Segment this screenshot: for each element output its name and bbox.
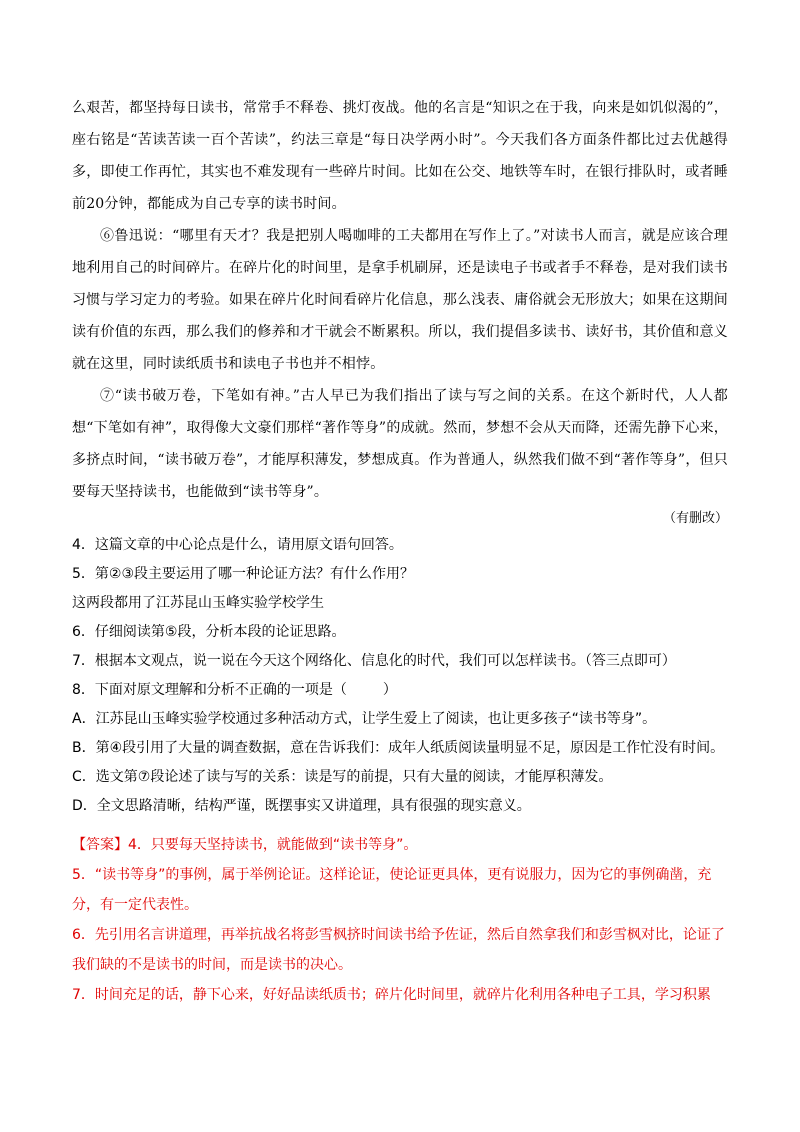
question-5: 5．第②③段主要运用了哪一种论证方法？有什么作用？ bbox=[72, 566, 415, 582]
answer-6: 6．先引用名言讲道理，再举抗战名将彭雪枫挤时间读书给予佐证，然后自然拿我们和彭雪枫对比，论证了我们缺的不是读书的时间，而是读书的决心。 bbox=[72, 927, 725, 973]
question-list bbox=[72, 534, 728, 824]
handwritten-note: 这两段都用了江苏昆山玉峰实验学校学生 bbox=[72, 595, 324, 611]
option-d: D．全文思路清晰，结构严谨，既摆事实又讲道理，具有很强的现实意义。 bbox=[72, 798, 531, 814]
question-4: 4．这篇文章的中心论点是什么，请用原文语句回答。 bbox=[72, 537, 403, 553]
option-a: A．江苏昆山玉峰实验学校通过多种活动方式，让学生爱上了阅读，也让更多孩子“读书等身”。 bbox=[72, 711, 657, 727]
answer-5: 5．“读书等身”的事例，属于举例论证。这样论证，使论证更具体，更有说服力，因为它的事例确凿，充分，有一定代表性。 bbox=[72, 867, 712, 913]
question-7: 7．根据本文观点，说一说在今天这个网络化、信息化的时代，我们可以怎样读书。（答三点即可） bbox=[72, 653, 676, 669]
option-c: C．选文第⑦段论述了读与写的关系：读是写的前提，只有大量的阅读，才能厚积薄发。 bbox=[72, 769, 613, 785]
paragraph-6: ⑥鲁迅说：“哪里有天才？我是把别人喝咖啡的工夫都用在写作上了。”对读书人而言，就是应该合理地利用自己的时间碎片。在碎片化的时间里，是拿手机刷屏，还是读电子书或者手不释卷，是对我们读书习惯与学习定力的考验。如果在碎片化时间看碎片化信息，那么浅表、庸俗就会无形放大；如果在这期间读有价值的东西，那么我们的修养和才干就会不断累积。所以，我们提倡多读书、读好书，其价值和意义就在这里，同时读纸质书和读电子书也并不相悖。 bbox=[72, 228, 728, 372]
source-credit: （有删改） bbox=[662, 511, 728, 526]
answer-7: 7．时间充足的话，静下心来，好好品读纸质书；碎片化时间里，就碎片化利用各种电子工具，学习积累 bbox=[72, 987, 711, 1003]
paragraph-5-continued: 么艰苦，都坚持每日读书，常常手不释卷、挑灯夜战。他的名言是“知识之在于我，向来是如饥似渴的”，座右铭是“苦读苦读一百个苦读”，约法三章是“每日决学两小时”。今天我们各方面条件都比过去优越得多，即使工作再忙，其实也不难发现有一些碎片时间。比如在公交、地铁等车时，在银行排队时，或者睡前20分钟，都能成为自己专享的读书时间。 bbox=[72, 100, 728, 212]
question-8-close: ） bbox=[382, 682, 397, 698]
answer-4: 【答案】4．只要每天坚持读书，就能做到“读书等身”。 bbox=[72, 837, 418, 853]
question-6: 6．仔细阅读第⑤段，分析本段的论证思路。 bbox=[72, 624, 346, 640]
question-8 bbox=[72, 679, 728, 701]
answer-section bbox=[72, 830, 728, 1010]
article-body bbox=[72, 92, 728, 508]
option-b: B．第④段引用了大量的调查数据，意在告诉我们：成年人纸质阅读量明显不足，原因是工作忙没有时间。 bbox=[72, 740, 725, 756]
paragraph-7: ⑦“读书破万卷，下笔如有神。”古人早已为我们指出了读与写之间的关系。在这个新时代，人人都想“下笔如有神”，取得像大文豪们那样“著作等身”的成就。然而，梦想不会从天而降，还需先静下心来，多挤点时间，“读书破万卷”，才能厚积薄发，梦想成真。作为普通人，纵然我们做不到“著作等身”，但只要每天坚持读书，也能做到“读书等身”。 bbox=[72, 388, 728, 500]
question-8-stem: 8．下面对原文理解和分析不正确的一项是（ bbox=[72, 682, 347, 698]
